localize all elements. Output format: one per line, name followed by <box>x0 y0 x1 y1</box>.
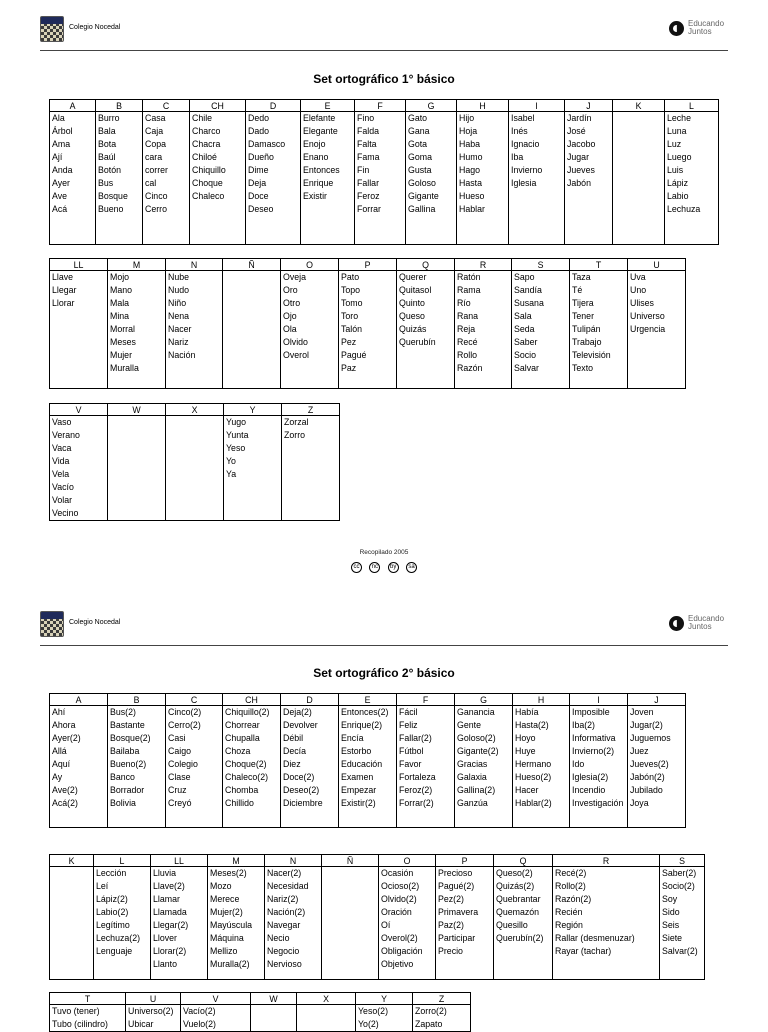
column-header: Z <box>282 404 340 416</box>
column-header: M <box>108 259 166 271</box>
column-header: E <box>339 694 397 706</box>
column-header: G <box>406 100 457 112</box>
column-header: H <box>513 694 570 706</box>
column-header: A <box>50 694 108 706</box>
creative-commons-icons <box>351 562 417 574</box>
word-cell: Vacío(2) Vuelo(2) <box>181 1005 251 1032</box>
word-cell: Taza Té Tijera Tener Tulipán Trabajo Televisión Texto <box>570 271 628 389</box>
word-cell: Casa Caja Copa cara correr cal Cinco Cerro <box>143 112 190 245</box>
table-row <box>50 706 686 828</box>
word-cell: Tuvo (tener) Tubo (cilindro) <box>50 1005 126 1032</box>
word-cell: Ganancia Gente Goloso(2) Gigante(2) Gracias Galaxia Gallina(2) Ganzúa <box>455 706 513 828</box>
column-header: O <box>379 855 436 867</box>
word-cell <box>613 112 665 245</box>
table-row <box>50 112 719 245</box>
word-cell: Meses(2) Mozo Merece Mujer(2) Mayúscula Máquina Mellizo Muralla(2) <box>208 867 265 980</box>
spelling-table <box>49 693 686 828</box>
page-title: Set ortográfico 2° básico <box>313 666 455 680</box>
column-header: P <box>436 855 494 867</box>
word-cell: Zorzal Zorro <box>282 416 340 521</box>
word-cell <box>297 1005 356 1032</box>
word-cell: Fino Falda Falta Fama Fin Fallar Feroz Forrar <box>355 112 406 245</box>
word-cell: Ala Árbol Ama Ají Anda Ayer Ave Acá <box>50 112 96 245</box>
word-cell: Lluvia Llave(2) Llamar Llamada Llegar(2) Llover Llorar(2) Llanto <box>151 867 208 980</box>
word-cell: Ocasión Ocioso(2) Olvido(2) Oración Oí Overol(2) Obligación Objetivo <box>379 867 436 980</box>
share-alike-icon: sa <box>406 562 417 573</box>
column-header: F <box>397 694 455 706</box>
school-crest-icon <box>40 611 64 637</box>
word-cell: Deja(2) Devolver Débil Decía Diez Doce(2) Deseo(2) Diciembre <box>281 706 339 828</box>
word-cell: Ahí Ahora Ayer(2) Allá Aquí Ay Ave(2) Acá(2) <box>50 706 108 828</box>
word-cell: Nacer(2) Necesidad Nariz(2) Nación(2) Navegar Necio Negocio Nervioso <box>265 867 322 980</box>
column-header: B <box>108 694 166 706</box>
word-cell: Dedo Dado Damasco Dueño Dime Deja Doce Deseo <box>246 112 301 245</box>
column-header: S <box>660 855 705 867</box>
header-rule <box>40 645 728 646</box>
word-cell: Bus(2) Bastante Bosque(2) Bailaba Bueno(2) Banco Borrador Bolivia <box>108 706 166 828</box>
word-cell: Oveja Oro Otro Ojo Ola Olvido Overol <box>281 271 339 389</box>
word-cell: Mojo Mano Mala Mina Morral Meses Mujer Muralla <box>108 271 166 389</box>
column-header: F <box>355 100 406 112</box>
column-header: W <box>251 993 297 1005</box>
column-header: U <box>126 993 181 1005</box>
column-header: LL <box>151 855 208 867</box>
word-cell: Lección Leí Lápiz(2) Labio(2) Legítimo Lechuza(2) Lenguaje <box>94 867 151 980</box>
word-cell: Jardín José Jacobo Jugar Jueves Jabón <box>565 112 613 245</box>
column-header: X <box>166 404 224 416</box>
brand-name: Educando Juntos <box>688 19 725 36</box>
word-cell <box>223 271 281 389</box>
column-header: Y <box>356 993 413 1005</box>
word-cell: Pato Topo Tomo Toro Talón Pez Pagué Paz <box>339 271 397 389</box>
column-header: T <box>570 259 628 271</box>
word-cell: Isabel Inés Ignacio Iba Invierno Iglesia <box>509 112 565 245</box>
column-header: J <box>565 100 613 112</box>
column-header: V <box>181 993 251 1005</box>
column-header: O <box>281 259 339 271</box>
column-header: C <box>143 100 190 112</box>
column-header: A <box>50 100 96 112</box>
column-header: K <box>613 100 665 112</box>
spelling-table <box>49 992 471 1032</box>
column-header: G <box>455 694 513 706</box>
column-header: C <box>166 694 223 706</box>
column-header: L <box>94 855 151 867</box>
table-row <box>50 271 686 389</box>
column-header: I <box>570 694 628 706</box>
column-header: V <box>50 404 108 416</box>
word-cell: Había Hasta(2) Hoyo Huye Hermano Hueso(2) Hacer Hablar(2) <box>513 706 570 828</box>
word-cell: Llave Llegar Llorar <box>50 271 108 389</box>
word-cell: Leche Luna Luz Luego Luis Lápiz Labio Lechuza <box>665 112 719 245</box>
column-header: J <box>628 694 686 706</box>
school-name: Colegio Nocedal <box>69 619 121 626</box>
word-cell: Yeso(2) Yo(2) <box>356 1005 413 1032</box>
word-cell <box>251 1005 297 1032</box>
header-rule <box>40 50 728 51</box>
table-row <box>50 1005 471 1032</box>
column-header: H <box>457 100 509 112</box>
educando-logo-icon <box>669 616 684 631</box>
column-header: LL <box>50 259 108 271</box>
word-cell: Chile Charco Chacra Chiloé Chiquillo Choque Chaleco <box>190 112 246 245</box>
word-cell: Universo(2) Ubicar <box>126 1005 181 1032</box>
spelling-table <box>49 854 705 980</box>
word-cell: Saber(2) Socio(2) Soy Sido Seis Siete Salvar(2) <box>660 867 705 980</box>
column-header: T <box>50 993 126 1005</box>
footer-credit: Recopilado 2005 <box>359 549 409 556</box>
word-cell: Querer Quitasol Quinto Queso Quizás Querubín <box>397 271 455 389</box>
column-header: Q <box>397 259 455 271</box>
word-cell: Queso(2) Quizás(2) Quebrantar Quemazón Quesillo Querubín(2) <box>494 867 553 980</box>
column-header: K <box>50 855 94 867</box>
column-header: E <box>301 100 355 112</box>
word-cell: Precioso Pagué(2) Pez(2) Primavera Paz(2) Participar Precio <box>436 867 494 980</box>
word-cell: Uva Uno Ulises Universo Urgencia <box>628 271 686 389</box>
word-cell: Ratón Rama Río Rana Reja Recé Rollo Razón <box>455 271 512 389</box>
word-cell: Hijo Hoja Haba Humo Hago Hasta Hueso Hablar <box>457 112 509 245</box>
word-cell: Elefante Elegante Enojo Enano Entonces Enrique Existir <box>301 112 355 245</box>
column-header: M <box>208 855 265 867</box>
column-header: R <box>553 855 660 867</box>
column-header: W <box>108 404 166 416</box>
noncommercial-icon: nc <box>369 562 380 573</box>
page-header <box>0 595 768 645</box>
page-2 <box>0 595 768 1029</box>
table-row <box>50 416 340 521</box>
column-header: X <box>297 993 356 1005</box>
spelling-table <box>49 99 719 245</box>
column-header: Y <box>224 404 282 416</box>
word-cell: Yugo Yunta Yeso Yo Ya <box>224 416 282 521</box>
word-cell: Gato Gana Gota Goma Gusta Goloso Gigante Gallina <box>406 112 457 245</box>
word-cell: Chiquillo(2) Chorrear Chupalla Choza Choque(2) Chaleco(2) Chomba Chillido <box>223 706 281 828</box>
table-row <box>50 867 705 980</box>
educando-logo-icon <box>669 21 684 36</box>
column-header: Ñ <box>322 855 379 867</box>
word-cell: Fácil Feliz Fallar(2) Fútbol Favor Fortaleza Feroz(2) Forrar(2) <box>397 706 455 828</box>
word-cell <box>166 416 224 521</box>
word-cell: Recé(2) Rollo(2) Razón(2) Recién Región Rallar (desmenuzar) Rayar (tachar) <box>553 867 660 980</box>
spelling-table <box>49 403 340 521</box>
column-header: CH <box>223 694 281 706</box>
column-header: Z <box>413 993 471 1005</box>
word-cell: Burro Bala Bota Baúl Botón Bus Bosque Bueno <box>96 112 143 245</box>
column-header: CH <box>190 100 246 112</box>
word-cell: Cinco(2) Cerro(2) Casi Caigo Colegio Clase Cruz Creyó <box>166 706 223 828</box>
word-cell: Entonces(2) Enrique(2) Encía Estorbo Educación Examen Empezar Existir(2) <box>339 706 397 828</box>
spelling-table <box>49 258 686 389</box>
word-cell <box>50 867 94 980</box>
column-header: D <box>246 100 301 112</box>
word-cell: Nube Nudo Niño Nena Nacer Nariz Nación <box>166 271 223 389</box>
column-header: I <box>509 100 565 112</box>
word-cell: Zorro(2) Zapato <box>413 1005 471 1032</box>
word-cell: Imposible Iba(2) Informativa Invierno(2) Ido Iglesia(2) Incendio Investigación <box>570 706 628 828</box>
brand-name: Educando Juntos <box>688 614 725 631</box>
column-header: R <box>455 259 512 271</box>
word-cell <box>108 416 166 521</box>
column-header: N <box>265 855 322 867</box>
column-header: Q <box>494 855 553 867</box>
column-header: D <box>281 694 339 706</box>
page-header <box>0 0 768 50</box>
word-cell <box>322 867 379 980</box>
column-header: Ñ <box>223 259 281 271</box>
page-title: Set ortográfico 1° básico <box>313 72 455 86</box>
school-crest-icon <box>40 16 64 42</box>
attribution-icon: by <box>388 562 399 573</box>
cc-icon: cc <box>351 562 362 573</box>
column-header: P <box>339 259 397 271</box>
word-cell: Sapo Sandía Susana Sala Seda Saber Socio Salvar <box>512 271 570 389</box>
column-header: B <box>96 100 143 112</box>
column-header: U <box>628 259 686 271</box>
column-header: S <box>512 259 570 271</box>
word-cell: Vaso Verano Vaca Vida Vela Vacío Volar Vecino <box>50 416 108 521</box>
column-header: N <box>166 259 223 271</box>
column-header: L <box>665 100 719 112</box>
school-name: Colegio Nocedal <box>69 24 121 31</box>
word-cell: Joven Jugar(2) Juguemos Juez Jueves(2) Jabón(2) Jubilado Joya <box>628 706 686 828</box>
